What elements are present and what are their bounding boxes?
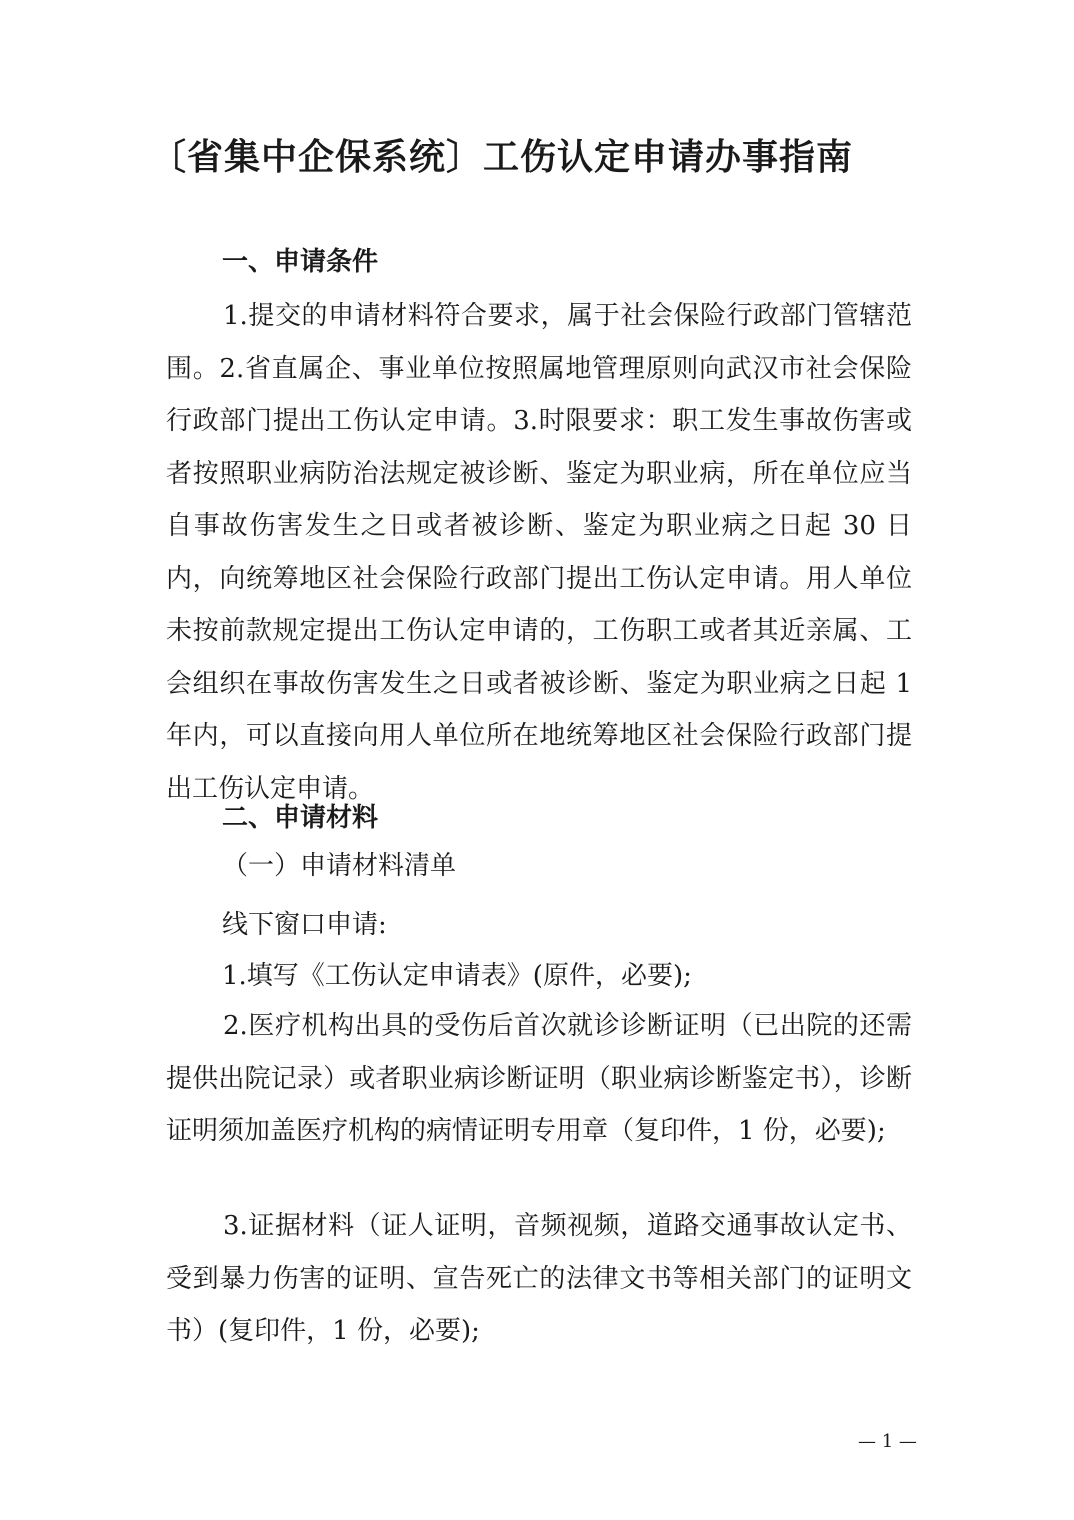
material-item-3: 3.证据材料（证人证明，音频视频，道路交通事故认定书、受到暴力伤害的证明、宣告死亡的法律文书等相关部门的证明文书）(复印件，1 份，必要); — [166, 1211, 912, 1346]
section-heading-conditions: 一、申请条件 — [222, 247, 379, 277]
material-item-1: 1.填写《工伤认定申请表》(原件，必要); — [222, 961, 692, 991]
materials-list-subheading: （一）申请材料清单 — [222, 851, 457, 881]
conditions-paragraph: 1.提交的申请材料符合要求，属于社会保险行政部门管辖范围。2.省直属企、事业单位按照属地管理原则向武汉市社会保险行政部门提出工伤认定申请。3.时限要求：职工发生事故伤害或者按照职业病防治法规定被诊断、鉴定为职业病，所在单位应当自事故伤害发生之日或者被诊断、鉴定为职业病之日起 30 日内，向统筹地区社会保险行政部门提出工伤认定申请。用人单位未按前款规定提出工伤认定申请的，工伤职工或者其近亲属、工会组织在事故伤害发生之日或者被诊断、鉴定为职业病之日起 1 年内，可以直接向用人单位所在地统筹地区社会保险行政部门提出工伤认定申请。 — [166, 301, 912, 804]
offline-channel-label: 线下窗口申请: — [222, 910, 387, 940]
document-title: 〔省集中企保系统〕工伤认定申请办事指南 — [150, 137, 854, 178]
section-heading-materials: 二、申请材料 — [222, 803, 379, 833]
material-item-2: 2.医疗机构出具的受伤后首次就诊诊断证明（已出院的还需提供出院记录）或者职业病诊断证明（职业病诊断鉴定书），诊断证明须加盖医疗机构的病情证明专用章（复印件，1 份，必要); — [166, 1011, 912, 1146]
page-number: — 1 — — [858, 1431, 917, 1452]
